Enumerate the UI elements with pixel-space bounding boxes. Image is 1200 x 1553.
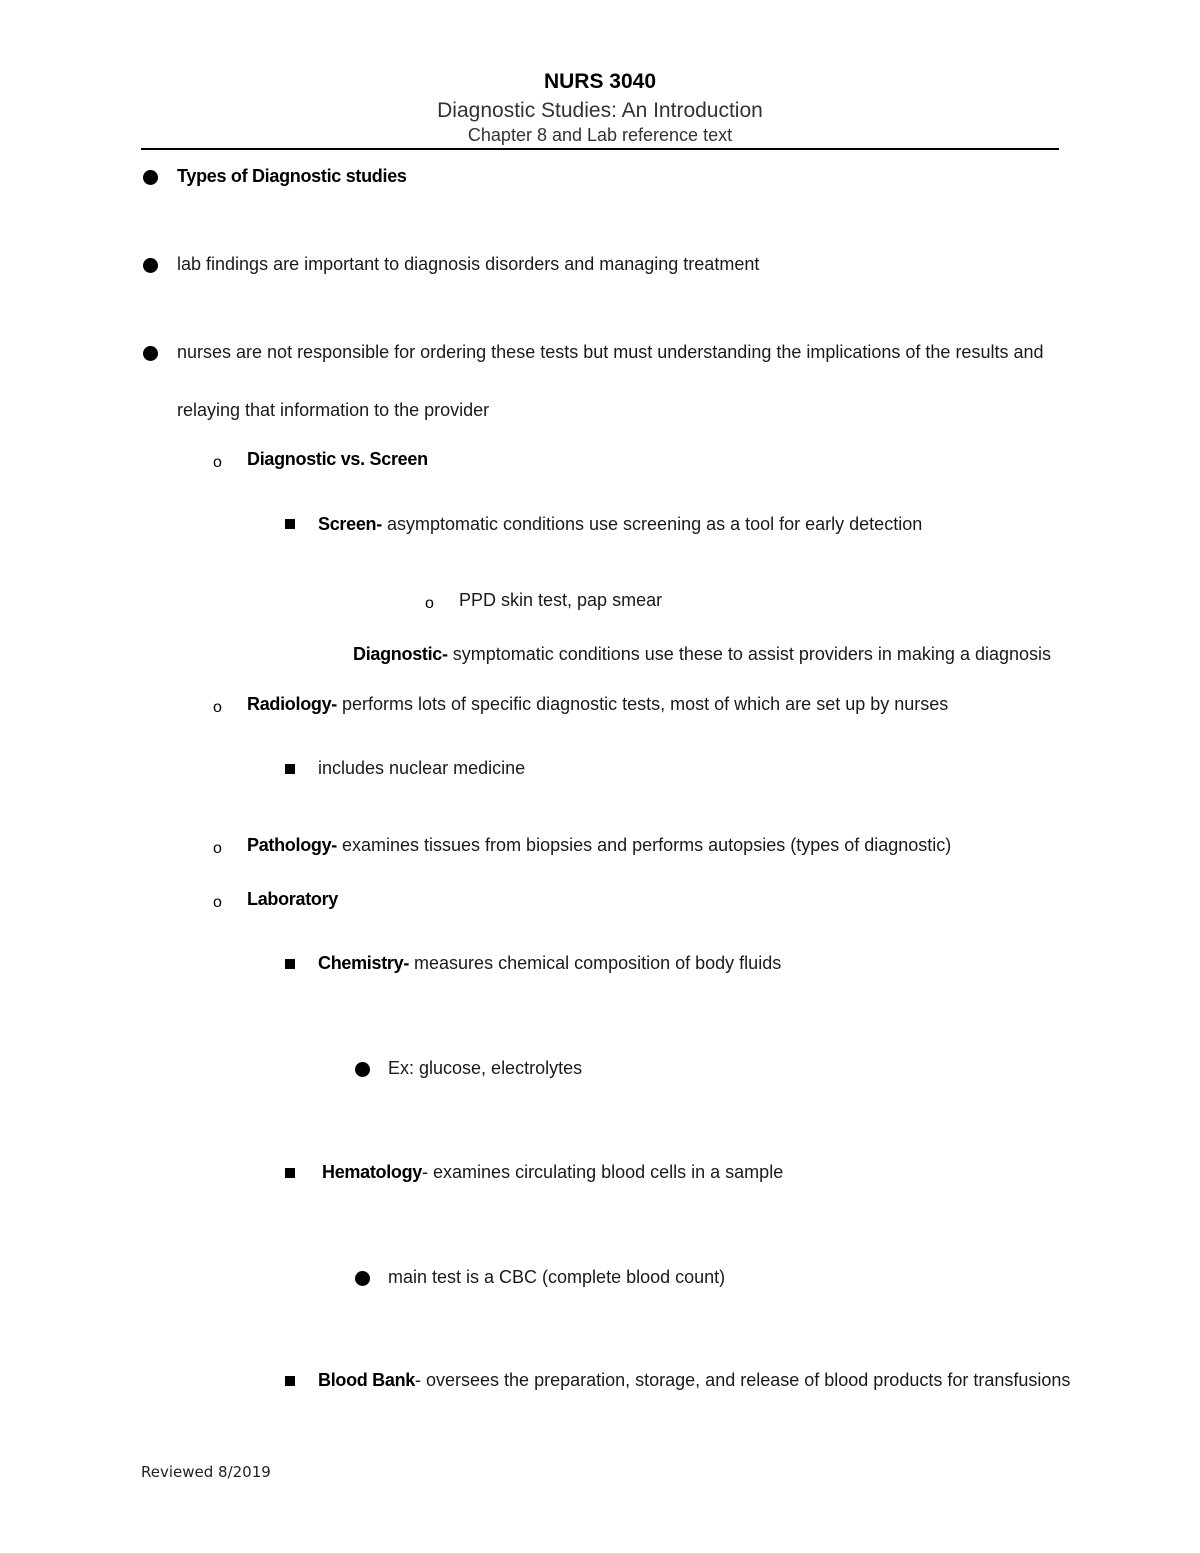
- circle-bullet-icon: o: [213, 840, 222, 857]
- list-item-radiology: [247, 693, 948, 715]
- item-heading: Diagnostic-: [353, 644, 448, 664]
- document-subtitle: Diagnostic Studies: An Introduction: [437, 99, 763, 122]
- list-item-diagnostic: [353, 643, 1051, 665]
- list-item-nurses-continued: [177, 399, 489, 421]
- square-bullet-icon: [285, 959, 295, 969]
- square-bullet-icon: [285, 1168, 295, 1178]
- item-text: nurses are not responsible for ordering these tests but must understanding the implications of the results and: [177, 342, 1044, 362]
- list-item-blood-bank: [318, 1369, 1070, 1391]
- course-title: NURS 3040: [543, 70, 657, 93]
- item-text: examines tissues from biopsies and performs autopsies (types of diagnostic): [337, 835, 952, 855]
- list-item-chemistry: [318, 952, 781, 974]
- list-item-laboratory: [247, 888, 338, 910]
- bullet-dot-icon: [143, 346, 158, 361]
- list-item-lab-findings: [177, 253, 759, 275]
- chapter-reference: Chapter 8 and Lab reference text: [467, 125, 733, 145]
- bullet-dot-icon: [355, 1062, 370, 1077]
- item-heading: Diagnostic vs. Screen: [247, 449, 428, 469]
- list-item-screen: [318, 513, 922, 535]
- list-item-nuclear: [318, 757, 525, 779]
- item-text: lab findings are important to diagnosis disorders and managing treatment: [177, 254, 760, 274]
- item-heading: Hematology: [322, 1162, 423, 1182]
- item-heading: Chemistry-: [318, 953, 410, 973]
- item-text: - examines circulating blood cells in a sample: [422, 1162, 784, 1182]
- item-heading: Radiology-: [247, 694, 337, 714]
- list-item-hematology: [322, 1161, 783, 1183]
- item-text: measures chemical composition of body fluids: [409, 953, 782, 973]
- item-text: asymptomatic conditions use screening as a tool for early detection: [381, 514, 923, 534]
- item-text: symptomatic conditions use these to assist providers in making a diagnosis: [447, 644, 1052, 664]
- circle-bullet-icon: o: [425, 595, 434, 612]
- bullet-dot-icon: [143, 170, 158, 185]
- footer-reviewed-date: Reviewed 8/2019: [141, 1463, 271, 1481]
- bullet-dot-icon: [355, 1271, 370, 1286]
- item-text: performs lots of specific diagnostic tests, most of which are set up by nurses: [337, 694, 949, 714]
- list-item-ppd: [459, 589, 662, 611]
- item-text: main test is a CBC (complete blood count): [388, 1267, 726, 1287]
- list-item-diag-vs-screen: [247, 448, 428, 470]
- item-heading: Types of Diagnostic studies: [177, 166, 407, 186]
- list-item-pathology: [247, 834, 951, 856]
- item-heading: Blood Bank: [318, 1370, 416, 1390]
- list-item-types: [177, 165, 407, 187]
- item-text: PPD skin test, pap smear: [459, 590, 663, 610]
- list-item-chem-example: [388, 1057, 582, 1079]
- item-text: Ex: glucose, electrolytes: [388, 1058, 583, 1078]
- circle-bullet-icon: o: [213, 894, 222, 911]
- item-heading: Laboratory: [247, 889, 339, 909]
- circle-bullet-icon: o: [213, 699, 222, 716]
- item-text: relaying that information to the provider: [177, 400, 490, 420]
- square-bullet-icon: [285, 764, 295, 774]
- item-text: includes nuclear medicine: [318, 758, 526, 778]
- item-heading: Pathology-: [247, 835, 337, 855]
- bullet-dot-icon: [143, 258, 158, 273]
- circle-bullet-icon: o: [213, 454, 222, 471]
- header-divider: [141, 148, 1059, 150]
- item-heading: Screen-: [318, 514, 382, 534]
- list-item-nurses: [177, 341, 1044, 363]
- item-text: - oversees the preparation, storage, and release of blood products for transfusions: [415, 1370, 1071, 1390]
- square-bullet-icon: [285, 1376, 295, 1386]
- square-bullet-icon: [285, 519, 295, 529]
- list-item-cbc: [388, 1266, 725, 1288]
